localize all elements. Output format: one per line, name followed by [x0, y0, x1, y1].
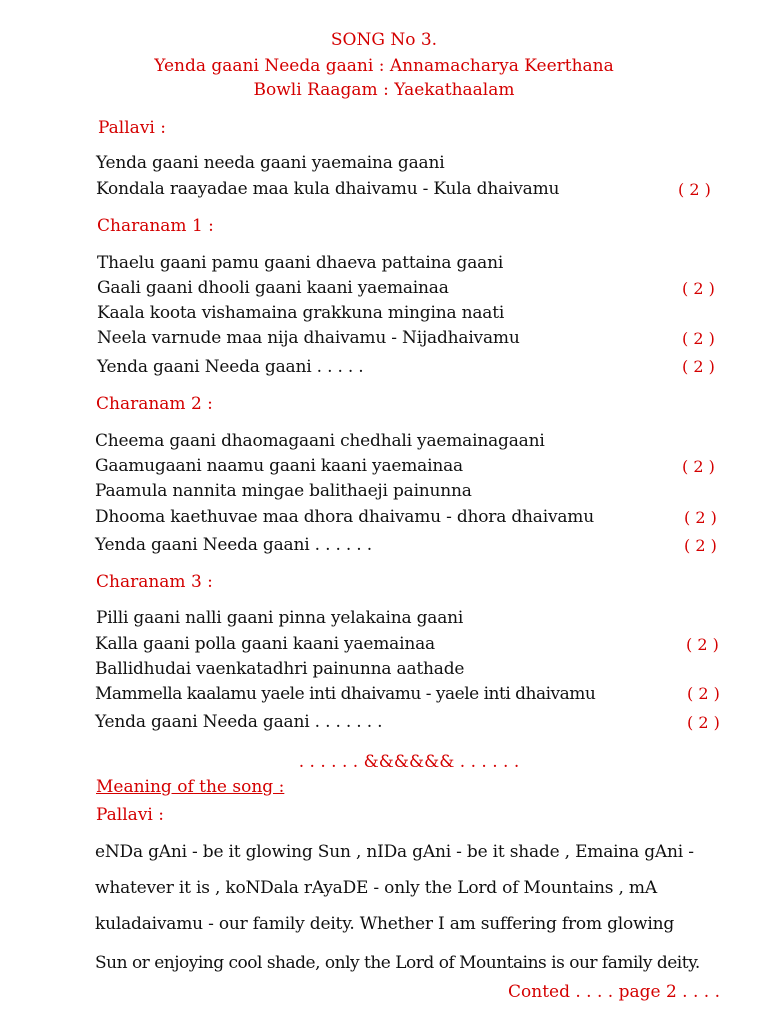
lyric-line: Gaali gaani dhooli gaani kaani yaemainaa — [97, 278, 449, 298]
lyric-line: Kaala koota vishamaina grakkuna mingina naati — [97, 303, 505, 323]
meaning-line: Sun or enjoying cool shade, only the Lord of Mountains is our family deity. — [95, 953, 700, 973]
lyric-line: Kalla gaani polla gaani kaani yaemainaa — [95, 634, 435, 654]
lyric-line: Mammella kaalamu yaele inti dhaivamu - yaele inti dhaivamu — [95, 684, 596, 704]
charanam3-heading: Charanam 3 : — [96, 572, 213, 592]
lyric-line: Ballidhudai vaenkatadhri painunna aathade — [95, 659, 465, 679]
repeat-marker: ( 2 ) — [687, 684, 720, 703]
charanam2-heading: Charanam 2 : — [96, 394, 213, 414]
meaning-heading: Meaning of the song : — [96, 777, 285, 797]
lyric-line: Cheema gaani dhaomagaani chedhali yaemainagaani — [95, 431, 545, 451]
lyric-line: Neela varnude maa nija dhaivamu - Nijadhaivamu — [97, 328, 520, 348]
repeat-marker: ( 2 ) — [684, 508, 717, 527]
continued-note: Conted . . . . page 2 . . . . — [508, 982, 721, 1002]
repeat-marker: ( 2 ) — [687, 713, 720, 732]
repeat-marker: ( 2 ) — [684, 536, 717, 555]
section-separator: . . . . . . &&&&&& . . . . . . — [298, 752, 520, 772]
pallavi-heading: Pallavi : — [98, 118, 166, 138]
lyric-line: Yenda gaani Needa gaani . . . . . . . — [95, 712, 383, 732]
repeat-marker: ( 2 ) — [682, 457, 715, 476]
meaning-pallavi-heading: Pallavi : — [96, 805, 164, 825]
song-title: Yenda gaani Needa gaani : Annamacharya Keerthana — [154, 56, 614, 76]
lyric-line: Gaamugaani naamu gaani kaani yaemainaa — [95, 456, 463, 476]
lyric-line: Thaelu gaani pamu gaani dhaeva pattaina gaani — [97, 253, 504, 273]
song-number: SONG No 3. — [330, 30, 438, 50]
charanam1-heading: Charanam 1 : — [97, 216, 214, 236]
repeat-marker: ( 2 ) — [678, 180, 711, 199]
meaning-line: whatever it is , koNDala rAyaDE - only the Lord of Mountains , mA — [95, 878, 657, 898]
repeat-marker: ( 2 ) — [682, 329, 715, 348]
repeat-marker: ( 2 ) — [682, 279, 715, 298]
meaning-line: kuladaivamu - our family deity. Whether I am suffering from glowing — [95, 914, 675, 934]
lyric-line: Yenda gaani Needa gaani . . . . . — [97, 357, 364, 377]
repeat-marker: ( 2 ) — [682, 357, 715, 376]
lyric-line: Paamula nannita mingae balithaeji painunna — [95, 481, 472, 501]
lyric-line: Pilli gaani nalli gaani pinna yelakaina gaani — [96, 608, 464, 628]
song-raagam: Bowli Raagam : Yaekathaalam — [253, 80, 515, 100]
meaning-line: eNDa gAni - be it glowing Sun , nIDa gAni - be it shade , Emaina gAni - — [95, 842, 694, 862]
lyric-line: Yenda gaani needa gaani yaemaina gaani — [96, 153, 445, 173]
repeat-marker: ( 2 ) — [686, 635, 719, 654]
lyric-line: Dhooma kaethuvae maa dhora dhaivamu - dhora dhaivamu — [95, 507, 594, 527]
lyric-line: Yenda gaani Needa gaani . . . . . . — [95, 535, 372, 555]
lyric-line: Kondala raayadae maa kula dhaivamu - Kula dhaivamu — [96, 179, 560, 199]
